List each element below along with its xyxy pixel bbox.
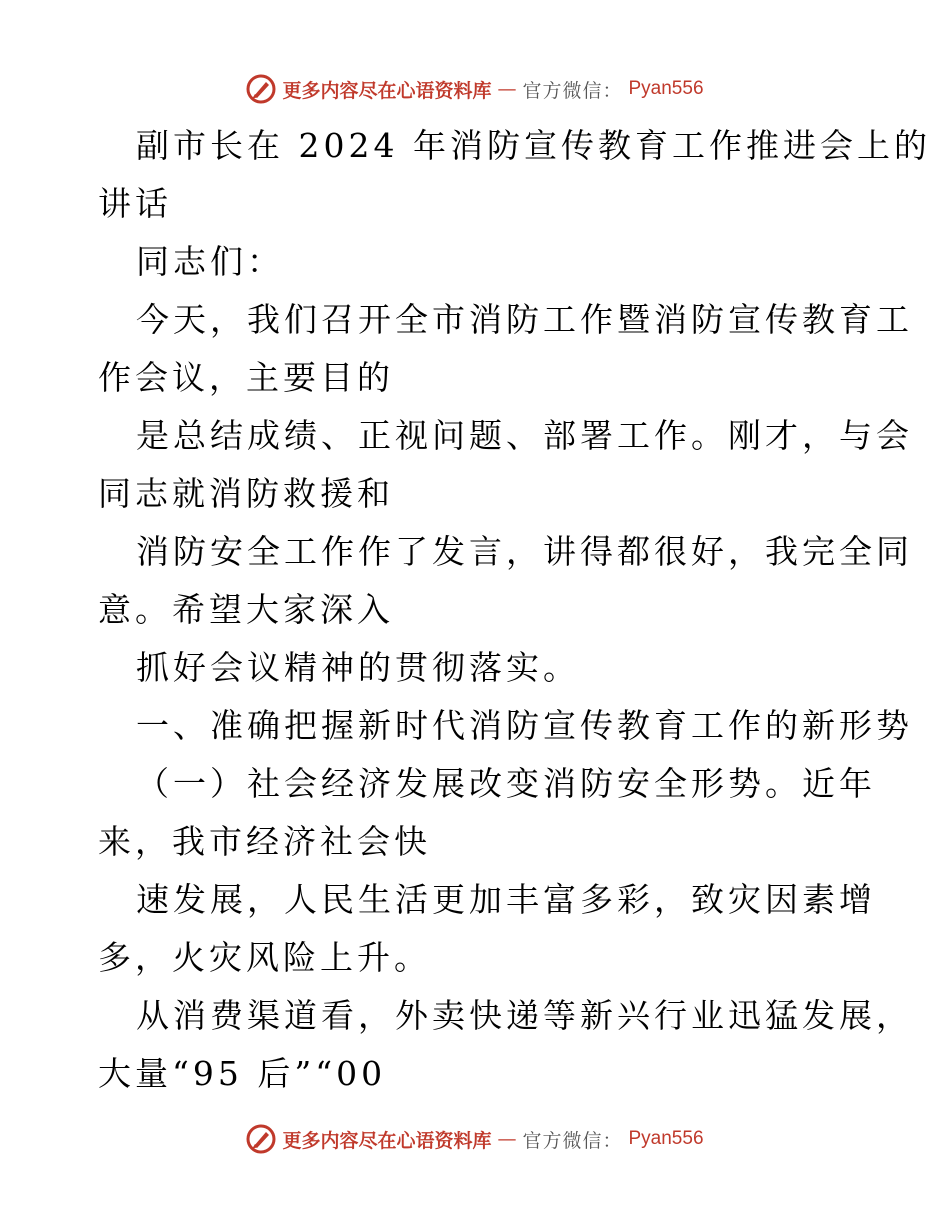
watermark-wechat-id: Pyan556 xyxy=(628,78,704,99)
title-line-1: 副市长在 2024 年消防宣传教育工作推进会上的 xyxy=(136,126,931,165)
document-body xyxy=(98,117,931,1103)
body-line: 来，我市经济社会快 xyxy=(98,822,431,861)
body-line: 同志就消防救援和 xyxy=(98,474,394,513)
footer-watermark xyxy=(0,1124,950,1154)
salutation: 同志们： xyxy=(136,242,284,281)
quill-pen-logo-icon xyxy=(246,1124,276,1154)
body-line: 作会议，主要目的 xyxy=(98,358,394,397)
watermark-site-text: 更多内容尽在心语资料库 xyxy=(282,1129,492,1152)
body-line: 大量“95 后”“00 xyxy=(98,1054,387,1093)
body-line: 速发展，人民生活更加丰富多彩，致灾因素增 xyxy=(136,880,876,919)
body-line: 是总结成绩、正视问题、部署工作。刚才，与会 xyxy=(136,416,913,455)
body-line: 消防安全工作作了发言，讲得都很好，我完全同 xyxy=(136,532,913,571)
header-watermark xyxy=(0,74,950,104)
body-line: 多，火灾风险上升。 xyxy=(98,938,431,977)
watermark-label: 官方微信： xyxy=(522,1129,623,1152)
body-line: 意。希望大家深入 xyxy=(98,590,394,629)
watermark-label: 官方微信： xyxy=(522,79,623,102)
subsection-heading: （一）社会经济发展改变消防安全形势。近年 xyxy=(136,764,876,803)
body-line: 从消费渠道看，外卖快递等新兴行业迅猛发展， xyxy=(136,996,913,1035)
body-line: 抓好会议精神的贯彻落实。 xyxy=(136,648,580,687)
body-line: 今天，我们召开全市消防工作暨消防宣传教育工 xyxy=(136,300,913,339)
watermark-separator: — xyxy=(497,78,517,100)
title-line-2: 讲话 xyxy=(98,184,172,223)
watermark-wechat-id: Pyan556 xyxy=(628,1128,704,1149)
watermark-site-text: 更多内容尽在心语资料库 xyxy=(282,79,492,102)
watermark-separator: — xyxy=(497,1128,517,1150)
section-heading: 一、准确把握新时代消防宣传教育工作的新形势 xyxy=(136,706,913,745)
quill-pen-logo-icon xyxy=(246,74,276,104)
